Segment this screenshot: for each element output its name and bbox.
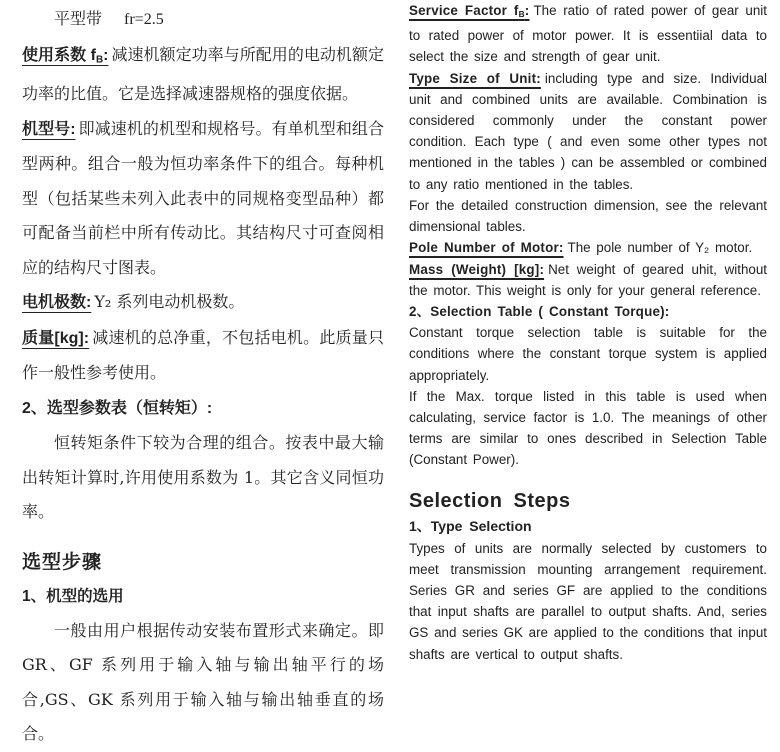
type-selection-paragraph-cn: 一般由用户根据传动安装布置形式来确定。即 GR、GF 系列用于输入轴与输出轴平行的场合,GS、GK 系列用于输入轴与输出轴垂直的场合。	[22, 620, 384, 744]
selection-table-heading-cn	[22, 391, 384, 427]
chinese-column	[22, 2, 384, 752]
service-factor-label-sub-en: B	[518, 9, 525, 20]
pole-number-text-en: The pole number of Y₂ motor.	[567, 240, 753, 256]
type-selection-heading-cn: 1、机型的选用	[22, 587, 124, 605]
mass-label-en: Mass (Weight) [kg]:	[409, 261, 545, 277]
pole-number-label-en: Pole Number of Motor:	[409, 240, 564, 256]
flat-belt-value: fr=2.5	[124, 11, 164, 28]
flat-belt-line	[22, 2, 384, 38]
type-selection-paragraph-en: Types of units are normally selected by customers to meet transmission mounting arrangement requirement. Series GR and series GF are applied to the conditions that input shafts are parallel to output shafts. And, series GS and series GK are applied to the conditions that input shafts are vertical to output shafts.	[409, 540, 767, 662]
pole-number-paragraph-cn	[22, 285, 384, 321]
selection-table-heading-en	[409, 301, 767, 322]
service-factor-paragraph-cn	[22, 38, 384, 112]
service-factor-label-post-cn: :	[103, 46, 109, 64]
selection-steps-heading-en: Selection Steps	[409, 489, 571, 512]
selection-steps-heading-cn: 选型步骤	[22, 551, 103, 573]
service-factor-label-post-en: :	[524, 3, 530, 18]
mass-text-en: Net weight of geared uhit, without the motor. This weight is only for your general reference.	[409, 261, 768, 298]
mass-paragraph-cn	[22, 321, 384, 391]
type-size-paragraph-cn	[22, 112, 384, 286]
mass-label-cn: 质量[kg]:	[22, 329, 90, 347]
service-factor-label-en	[409, 3, 529, 18]
service-factor-text-en: The ratio of rated power of gear unit to rated power of motor power. It is essentiial data to select the size and strength of gear unit.	[409, 3, 767, 65]
mass-paragraph-en	[409, 259, 767, 301]
pole-number-paragraph-en	[409, 237, 767, 258]
service-factor-label-cn	[22, 47, 108, 64]
english-column	[409, 0, 767, 665]
type-selection-heading-en: 1、Type Selection	[409, 517, 532, 534]
selection-table-paragraph-cn: 恒转矩条件下较为合理的组合。按表中最大输出转矩计算时,许用使用系数为 1。其它含义同恒功率。	[22, 433, 384, 522]
service-factor-label-sub-cn: B	[95, 53, 104, 65]
flat-belt-label: 平型带	[54, 9, 103, 28]
selection-table-heading-text-cn: 2、选型参数表（恒转矩）:	[22, 399, 213, 417]
type-size-label-en: Type Size of Unit:	[409, 70, 541, 86]
mass-text-cn: 减速机的总净重，不包括电机。此质量只作一般性参考使用。	[22, 327, 384, 383]
pole-number-text-cn: Y₂ 系列电动机极数。	[94, 292, 245, 312]
service-factor-label-pre-en: Service Factor f	[409, 3, 519, 18]
selection-table-paragraph1-en: Constant torque selection table is suitable for the conditions where the constant torque system is applied appropriately.	[409, 325, 767, 383]
type-size-text-cn: 即减速机的机型和规格号。有单机型和组合型两种。组合一般为恒功率条件下的组合。每种机型（包括某些未列入此表中的同规格变型品种）都可配备当前栏中所有传动比。其结构尺寸可查阅相应的结构尺寸图表。	[22, 118, 384, 277]
type-size-text-en: including type and size. Individual unit and combined units are available. Combination is considered commonly under the constant power condition. Each type ( and even some other types not mentioned in the tables ) can be assembled or combined to any ratio mentioned in the tables.	[409, 70, 767, 192]
pole-number-label-cn: 电机极数:	[22, 294, 92, 312]
construction-note-paragraph-en: For the detailed construction dimension, see the relevant dimensional tables.	[409, 197, 767, 235]
service-factor-label-pre-cn: 使用系数 f	[22, 46, 96, 64]
type-size-label-cn: 机型号:	[22, 120, 76, 138]
selection-table-heading-text-en: 2、Selection Table ( Constant Torque):	[409, 303, 670, 319]
service-factor-text-cn: 减速机额定功率与所配用的电动机额定功率的比值。它是选择减速器规格的强度依据。	[22, 44, 384, 104]
type-size-paragraph-en	[409, 68, 767, 195]
service-factor-paragraph-en	[409, 0, 767, 68]
selection-table-paragraph2-en: If the Max. torque listed in this table is used when calculating, service factor is 1.0. The meanings of other terms are similar to ones described in Selection Table (Constant Power).	[409, 388, 767, 468]
